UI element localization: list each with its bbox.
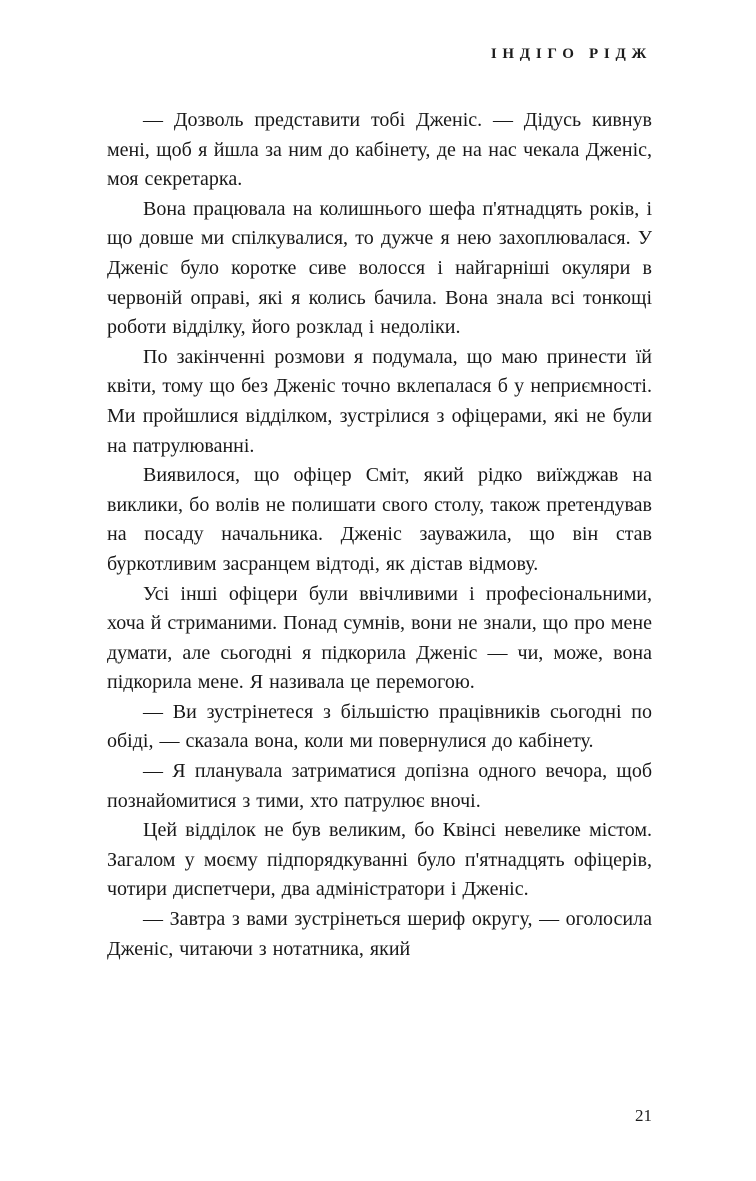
paragraph: Цей відділок не був великим, бо Квінсі невелике містом. Загалом у моєму підпорядкуванні було п'ятнадцять офіцерів, чотири диспетчери, два адміністратори і Дженіс. — [107, 819, 652, 901]
book-title: ІНДІГО РІДЖ — [490, 46, 652, 62]
paragraph: Усі інші офіцери були ввічливими і професіональними, хоча й стриманими. Понад сумнів, вони не знали, що про мене думати, але сьогодні я підкорила Дженіс — чи, може, вона підкорила мене. Я називала це перемогою. — [107, 582, 652, 694]
running-header — [107, 46, 652, 63]
paragraph: Виявилося, що офіцер Сміт, який рідко виїжджав на виклики, бо волів не полишати свого столу, також претендував на посаду начальника. Дженіс зауважила, що він став буркотливим засранцем відтоді, як дістав відмову. — [107, 464, 652, 575]
page-text — [107, 106, 652, 964]
paragraph: — Дозволь представити тобі Дженіс. — Дідусь кивнув мені, щоб я йшла за ним до кабінету, де на нас чекала Дженіс, моя секретарка. — [107, 109, 652, 191]
page-number: 21 — [635, 1106, 652, 1125]
paragraph: — Завтра з вами зустрінеться шериф округу, — оголосила Дженіс, читаючи з нотатника, який — [107, 908, 652, 960]
paragraph: По закінченні розмови я подумала, що маю принести їй квіти, тому що без Дженіс точно вклепалася б у неприємності. Ми пройшлися відділком, зустрілися з офіцерами, які не були на патрулюванні. — [107, 345, 652, 457]
paragraph: — Я планувала затриматися допізна одного вечора, щоб познайомитися з тими, хто патрулює вночі. — [107, 760, 652, 812]
paragraph: — Ви зустрінетеся з більшістю працівників сьогодні по обіді, — сказала вона, коли ми повернулися до кабінету. — [107, 700, 652, 753]
page-footer — [107, 1106, 652, 1126]
paragraph: Вона працювала на колишнього шефа п'ятнадцять років, і що довше ми спілкувалися, то дужче я нею захоплювалася. У Дженіс було коротке сиве волосся і найгарніші окуляри в червоній оправі, які я колись бачила. Вона знала всі тонкощі роботи відділку, його розклад і недоліки. — [107, 197, 652, 339]
